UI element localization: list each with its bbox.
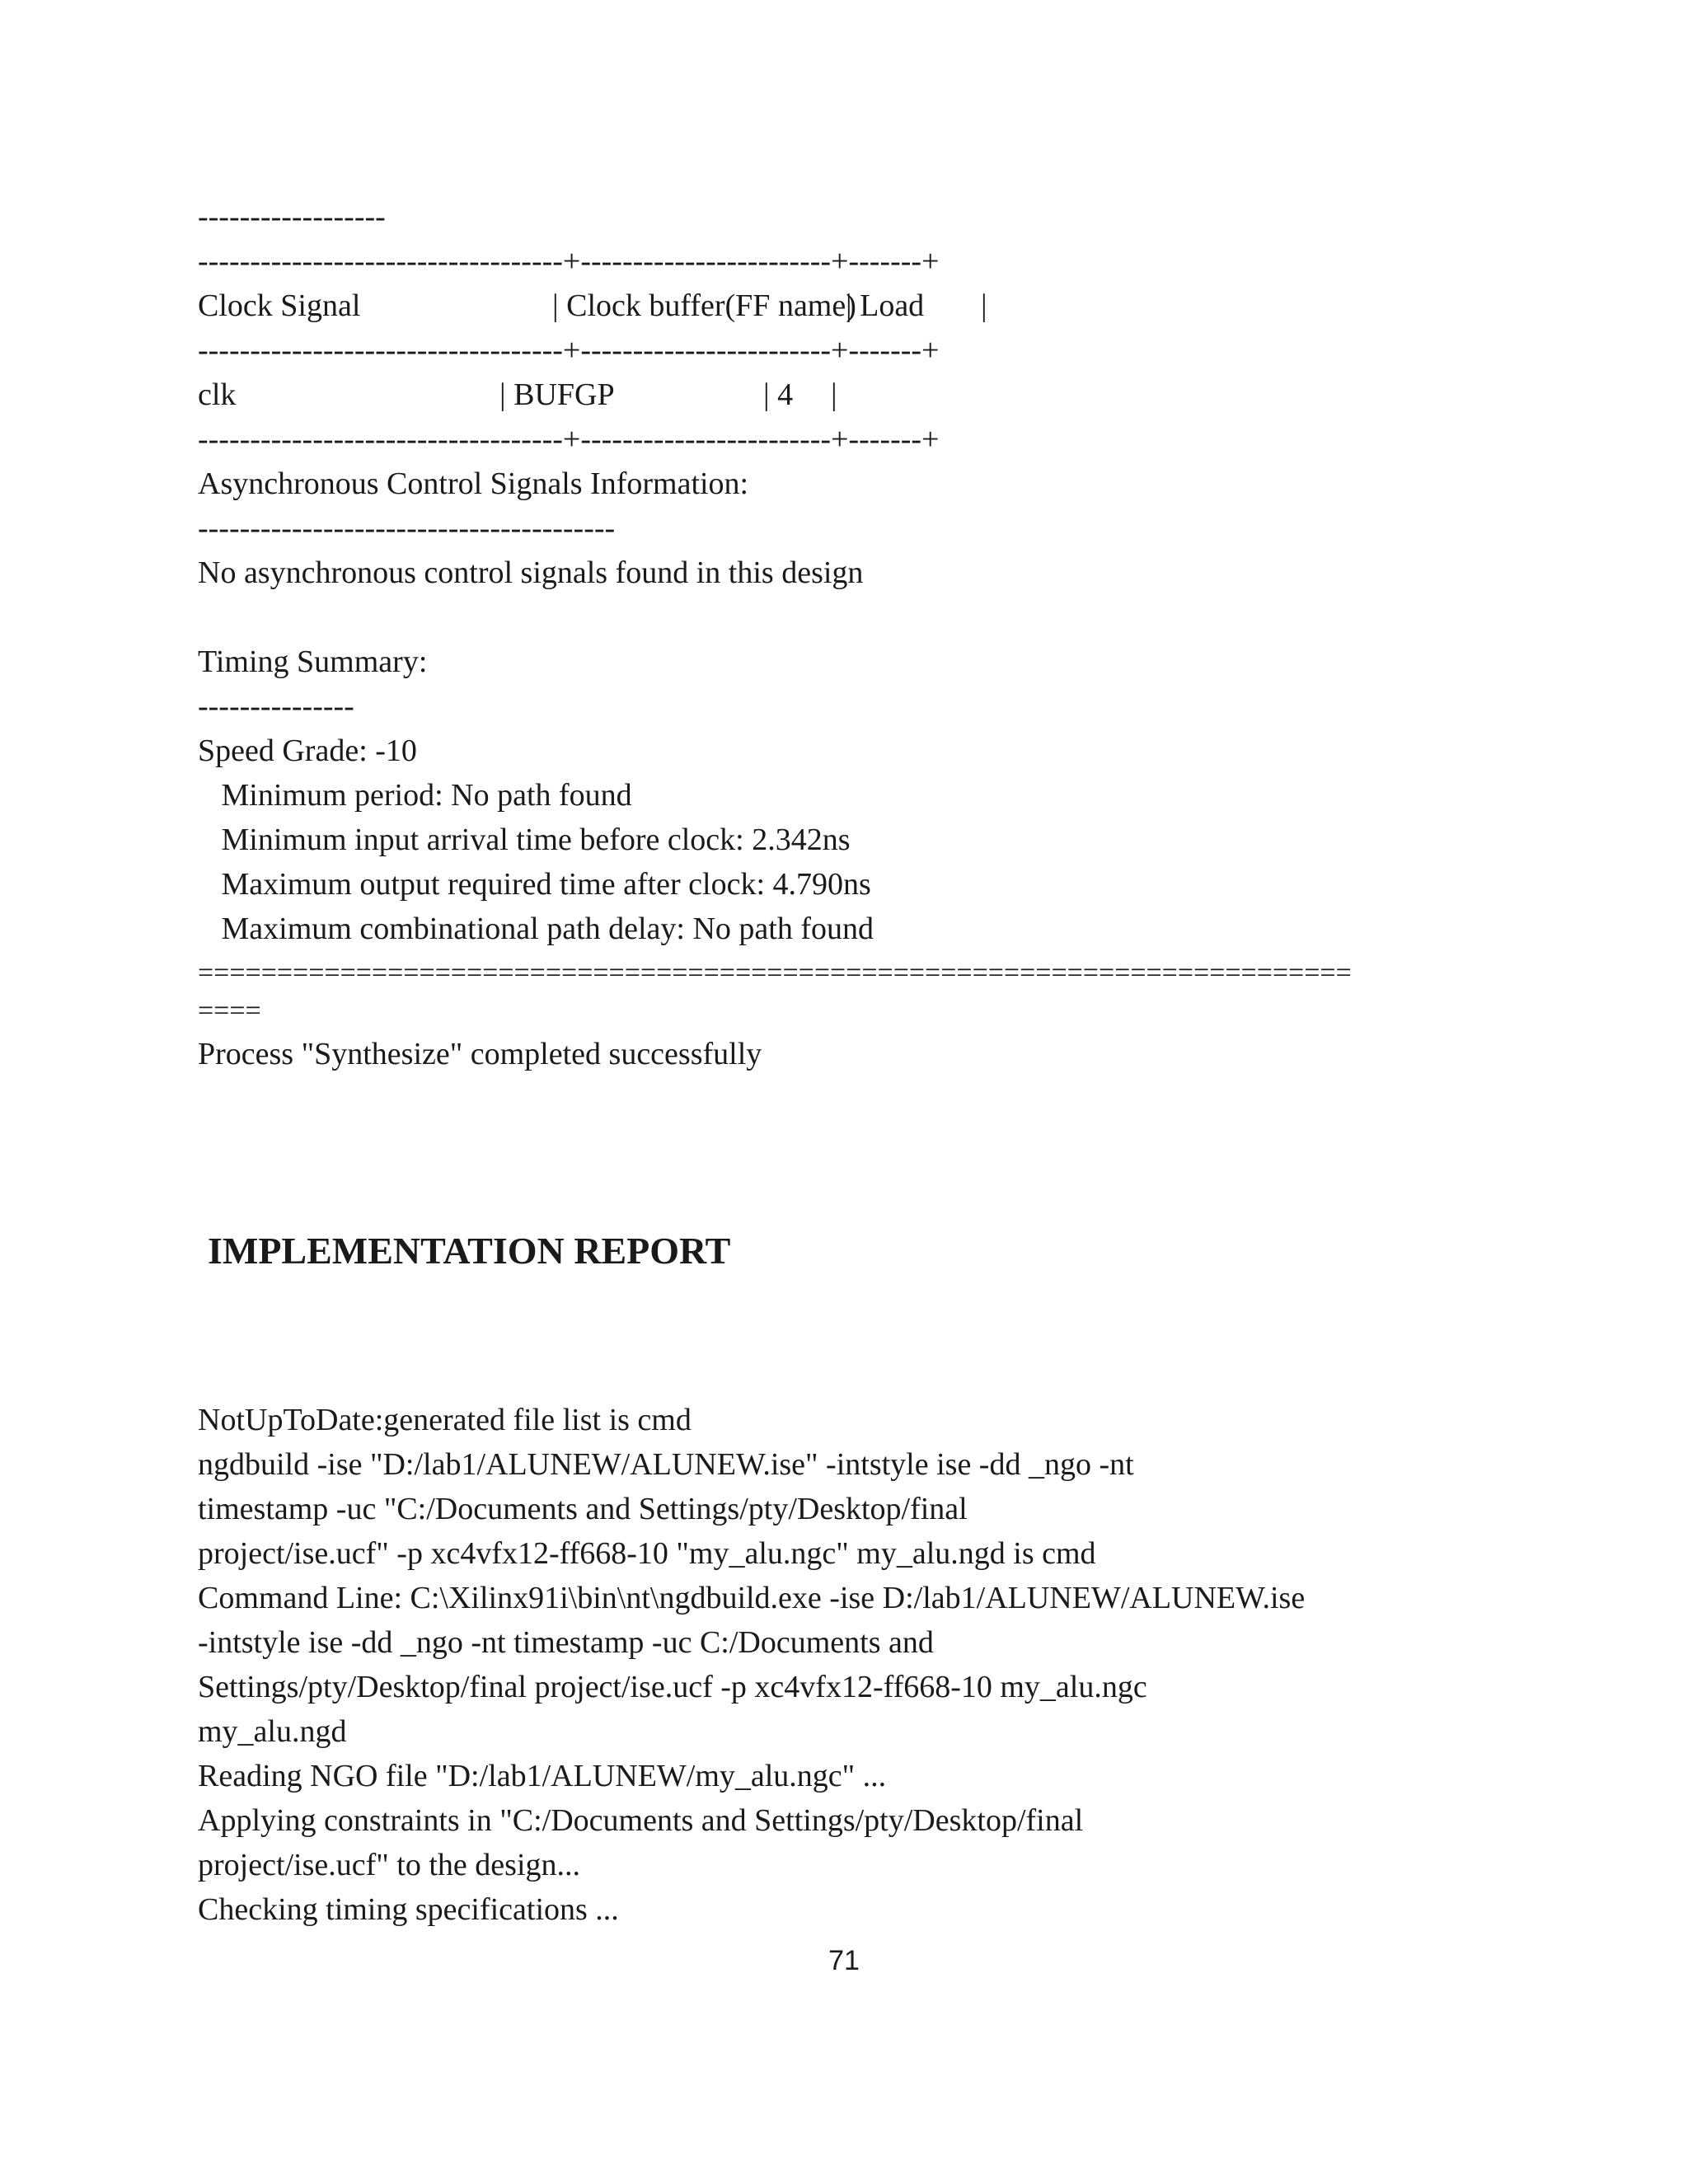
report-line: Minimum input arrival time before clock: 2.342ns	[198, 823, 851, 857]
report-line: Process "Synthesize" completed successfully	[198, 1037, 762, 1071]
report-line: Timing Summary:	[198, 644, 428, 679]
page-number: 71	[828, 1945, 860, 1976]
report-line: ---------------	[198, 689, 354, 724]
report-line: No asynchronous control signals found in this design	[198, 555, 864, 590]
table-header-row: Clock Signal | Clock buffer(FF name) | Load |	[198, 284, 360, 328]
table-separator: -----------------------------------+------------------------+-------+	[198, 422, 940, 457]
report-line: Maximum output required time after clock: 4.790ns	[198, 867, 871, 902]
report-line: project/ise.ucf" to the design...	[198, 1848, 580, 1882]
report-line: Maximum combinational path delay: No path found	[198, 912, 874, 946]
report-line: project/ise.ucf" -p xc4vfx12-ff668-10 "my_alu.ngc" my_alu.ngd is cmd	[198, 1536, 1096, 1571]
section-heading: IMPLEMENTATION REPORT	[208, 1230, 731, 1272]
cell-clock-buffer: | BUFGP	[499, 377, 615, 412]
report-line: NotUpToDate:generated file list is cmd	[198, 1403, 692, 1437]
col-clock-signal: Clock Signal	[198, 288, 361, 323]
report-line: Asynchronous Control Signals Information:	[198, 466, 749, 501]
report-line: ngdbuild -ise "D:/lab1/ALUNEW/ALUNEW.ise" -intstyle ise -dd _ngo -nt	[198, 1447, 1134, 1482]
report-line: Minimum period: No path found	[198, 778, 632, 813]
report-line: ----------------------------------------	[198, 511, 616, 546]
report-line: ------------------	[198, 199, 386, 234]
equals-separator: =========================================================================	[198, 958, 1352, 988]
report-line: Command Line: C:\Xilinx91i\bin\nt\ngdbuild.exe -ise D:/lab1/ALUNEW/ALUNEW.ise	[198, 1581, 1306, 1615]
report-line: my_alu.ngd	[198, 1714, 347, 1749]
report-line: timestamp -uc "C:/Documents and Settings/pty/Desktop/final	[198, 1492, 968, 1526]
equals-separator: ====	[198, 996, 261, 1026]
report-line: -intstyle ise -dd _ngo -nt timestamp -uc C:/Documents and	[198, 1625, 934, 1660]
table-separator: -----------------------------------+------------------------+-------+	[198, 333, 940, 368]
report-line: Checking timing specifications ...	[198, 1892, 619, 1927]
report-line: Applying constraints in "C:/Documents and Settings/pty/Desktop/final	[198, 1803, 1084, 1838]
col-load: | Load	[846, 288, 925, 323]
cell-clock-signal: clk	[198, 377, 237, 412]
table-separator: -----------------------------------+------------------------+-------+	[198, 244, 940, 279]
col-clock-buffer: | Clock buffer(FF name)	[552, 288, 856, 323]
report-line: Reading NGO file "D:/lab1/ALUNEW/my_alu.ngc" ...	[198, 1759, 887, 1793]
table-data-row: clk | BUFGP | 4 |	[198, 373, 236, 417]
cell-load: | 4	[763, 377, 794, 412]
report-line: Speed Grade: -10	[198, 733, 417, 768]
report-line: Settings/pty/Desktop/final project/ise.ucf -p xc4vfx12-ff668-10 my_alu.ngc	[198, 1670, 1147, 1704]
